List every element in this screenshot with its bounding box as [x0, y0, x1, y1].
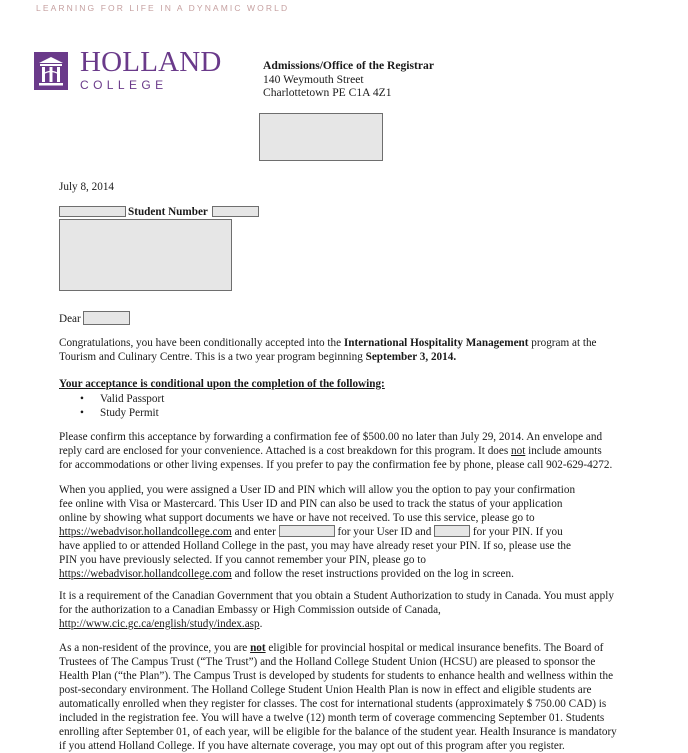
- salutation: Dear: [59, 313, 81, 325]
- program-name: International Hospitality Management: [343, 337, 529, 349]
- list-item: • Study Permit: [80, 407, 159, 419]
- start-date: September 3, 2014.: [365, 351, 457, 363]
- student-number-label: Student Number: [128, 206, 208, 218]
- building-pillars-icon: [34, 52, 68, 90]
- paragraph-acceptance: Congratulations, you have been conditionally accepted into the International Hospitality Management program at the Tourism and Culinary Centre. This is a two year program beginning September 3, 2014.: [59, 337, 597, 363]
- redacted-box: [259, 113, 383, 161]
- webadvisor-link-reset[interactable]: https://webadvisor.hollandcollege.com: [59, 568, 232, 580]
- office-street: 140 Weymouth Street: [263, 72, 364, 86]
- webadvisor-link[interactable]: https://webadvisor.hollandcollege.com: [59, 526, 232, 538]
- paragraph-health-insurance: As a non-resident of the province, you are not eligible for provincial hospital or medical insurance benefits. The Board of Trustees of The Campus Trust (“The Trust”) and the Holland College Student Union (HCSU) are pleased to sponsor the Health Plan (“the Plan”). The Campus Trust is developed by students for students to enhance health and wellness within the post-secondary environment. The Holland College Student Union Health Plan is now in effect and eligible students are automatically enrolled when they register for classes. The cost for international students (approximately $ 750.00 CAD) is included in the registration fee. You will have a twelve (12) month term of coverage commencing September 01. Students enrolling after September 01, of each year, will be eligible for the balance of the student year. Health Insurance is mandatory if you attend Holland College. If you have alternate coverage, you may opt out of this program after you register.: [59, 642, 617, 752]
- conditions-list: [80, 392, 164, 420]
- office-title: Admissions/Office of the Registrar: [263, 59, 434, 72]
- redacted-user-id: [279, 525, 335, 537]
- paragraph-study-permit: It is a requirement of the Canadian Government that you obtain a Student Authorization to study in Canada. You must apply for the authorization to a Canadian Embassy or High Commission outside of Canada, http://www.cic.gc.ca/english/study/index.asp.: [59, 590, 614, 630]
- paragraph-user-id: When you applied, you were assigned a User ID and PIN which will allow you the option to pay your confirmation fee online with Visa or Mastercard. This User ID and PIN can also be used to track the status of your application online by showing what support documents we have or have not received. To use this service, please go to https://webadvisor.hollandcollege.com and enter for your User ID and for your PIN. If you have applied to or attended Holland College in the past, you may have already reset your PIN. If so, please use the PIN you have previously selected. If you cannot remember your PIN, please go to https://webadvisor.hollandcollege.com and follow the reset instructions provided on the log in screen.: [59, 484, 576, 580]
- conditions-heading: Your acceptance is conditional upon the completion of the following:: [59, 378, 385, 390]
- redacted-name: [59, 206, 126, 217]
- redacted-pin: [434, 525, 470, 537]
- paragraph-confirmation: Please confirm this acceptance by forwarding a confirmation fee of $500.00 no later than July 29, 2014. An envelope and reply card are enclosed for your convenience. Attached is a cost breakdown for this program. It does not include amounts for accommodations or other living expenses. If you prefer to pay the confirmation fee by phone, please call 902-629-4272.: [59, 431, 613, 471]
- office-city: Charlottetown PE C1A 4Z1: [263, 86, 392, 100]
- list-item: • Valid Passport: [80, 393, 165, 405]
- logo-college: COLLEGE: [80, 78, 168, 92]
- office-address: [263, 59, 434, 100]
- cic-link[interactable]: http://www.cic.gc.ca/english/study/index.asp: [59, 618, 260, 630]
- letter-date: July 8, 2014: [59, 181, 115, 193]
- redacted-recipient: [83, 311, 130, 325]
- redacted-address: [59, 219, 232, 291]
- redacted-student-number: [212, 206, 259, 217]
- tagline: LEARNING FOR LIFE IN A DYNAMIC WORLD: [36, 3, 290, 13]
- logo-name: HOLLAND: [80, 46, 222, 78]
